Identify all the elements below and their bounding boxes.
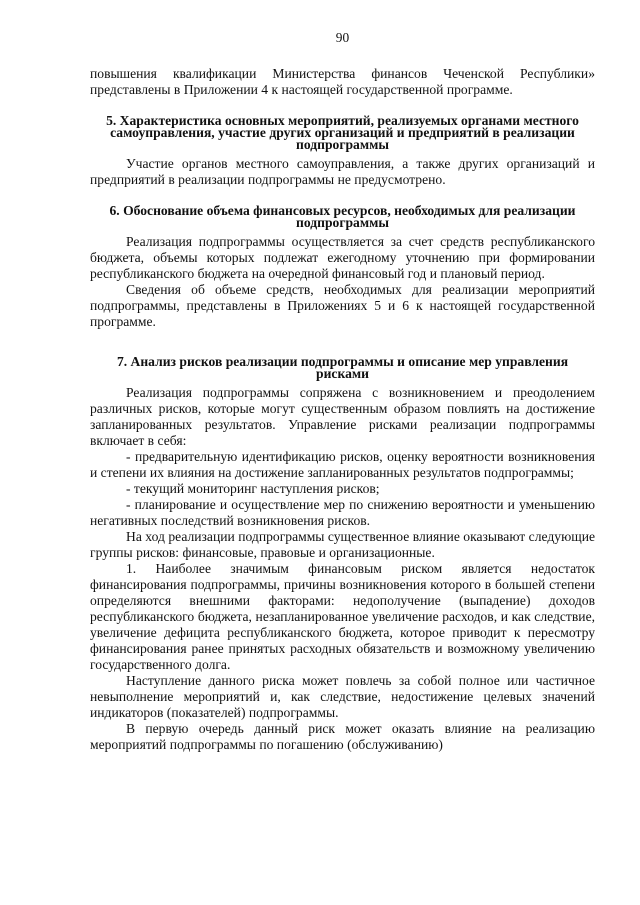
intro-paragraph: повышения квалификации Министерства финансов Чеченской Республики» представлены в Приложении 4 к настоящей государственной программе. [90, 66, 595, 97]
section-7-heading: 7. Анализ рисков реализации подпрограммы и описание мер управления рисками [116, 354, 569, 381]
section-7-paragraph: Наступление данного риска может повлечь за собой полное или частичное невыполнение мероприятий и, как следствие, недостижение целевых значений индикаторов (показателей) подпрограммы. [90, 673, 595, 720]
section-6-paragraph: Сведения об объеме средств, необходимых для реализации мероприятий подпрограммы, представлены в Приложениях 5 и 6 к настоящей государственной программе. [90, 282, 595, 329]
section-5-paragraph: Участие органов местного самоуправления, а также других организаций и предприятий в реализации подпрограммы не предусмотрено. [90, 156, 595, 187]
section-7-paragraph: Реализация подпрограммы сопряжена с возникновением и преодолением различных рисков, которые могут существенным образом повлиять на достижение запланированных результатов. Управление рисками реализации подпрограммы включает в себя: [90, 385, 595, 448]
section-7-list-item: - текущий мониторинг наступления рисков; [126, 481, 380, 496]
section-7-list-item: - предварительную идентификацию рисков, оценку вероятности возникновения и степени их влияния на достижение запланированных результатов подпрограммы; [90, 449, 595, 480]
section-6-heading: 6. Обоснование объема финансовых ресурсов, необходимых для реализации подпрограммы [109, 203, 576, 230]
section-6-paragraph: Реализация подпрограммы осуществляется за счет средств республиканского бюджета, объемы которых подлежат ежегодному уточнению при формировании республиканского бюджета на очередной финансовый год и плановый период. [90, 234, 595, 281]
section-7-paragraph: На ход реализации подпрограммы существенное влияние оказывают следующие группы рисков: финансовые, правовые и организационные. [90, 529, 595, 560]
section-7-paragraph: 1. Наиболее значимым финансовым риском является недостаток финансирования подпрограммы, причины возникновения которого в большей степени определяются внешними факторами: недополучение (выпадение) доходов республиканского бюджета, незапланированное увеличение расходов, и как следствие, увеличение дефицита республиканского бюджета, которое приводит к пересмотру финансирования ранее принятых расходных обязательств и возможному увеличению государственного долга. [90, 561, 595, 672]
section-5-heading: 5. Характеристика основных мероприятий, реализуемых органами местного самоуправления, участие других организаций и предприятий в реализации подпрограммы [106, 113, 579, 152]
document-page [90, 30, 595, 753]
section-7-paragraph: В первую очередь данный риск может оказать влияние на реализацию мероприятий подпрограммы по погашению (обслуживанию) [90, 721, 595, 752]
section-7-list-item: - планирование и осуществление мер по снижению вероятности и уменьшению негативных последствий возникновения рисков. [90, 497, 595, 528]
page-number: 90 [335, 30, 350, 45]
